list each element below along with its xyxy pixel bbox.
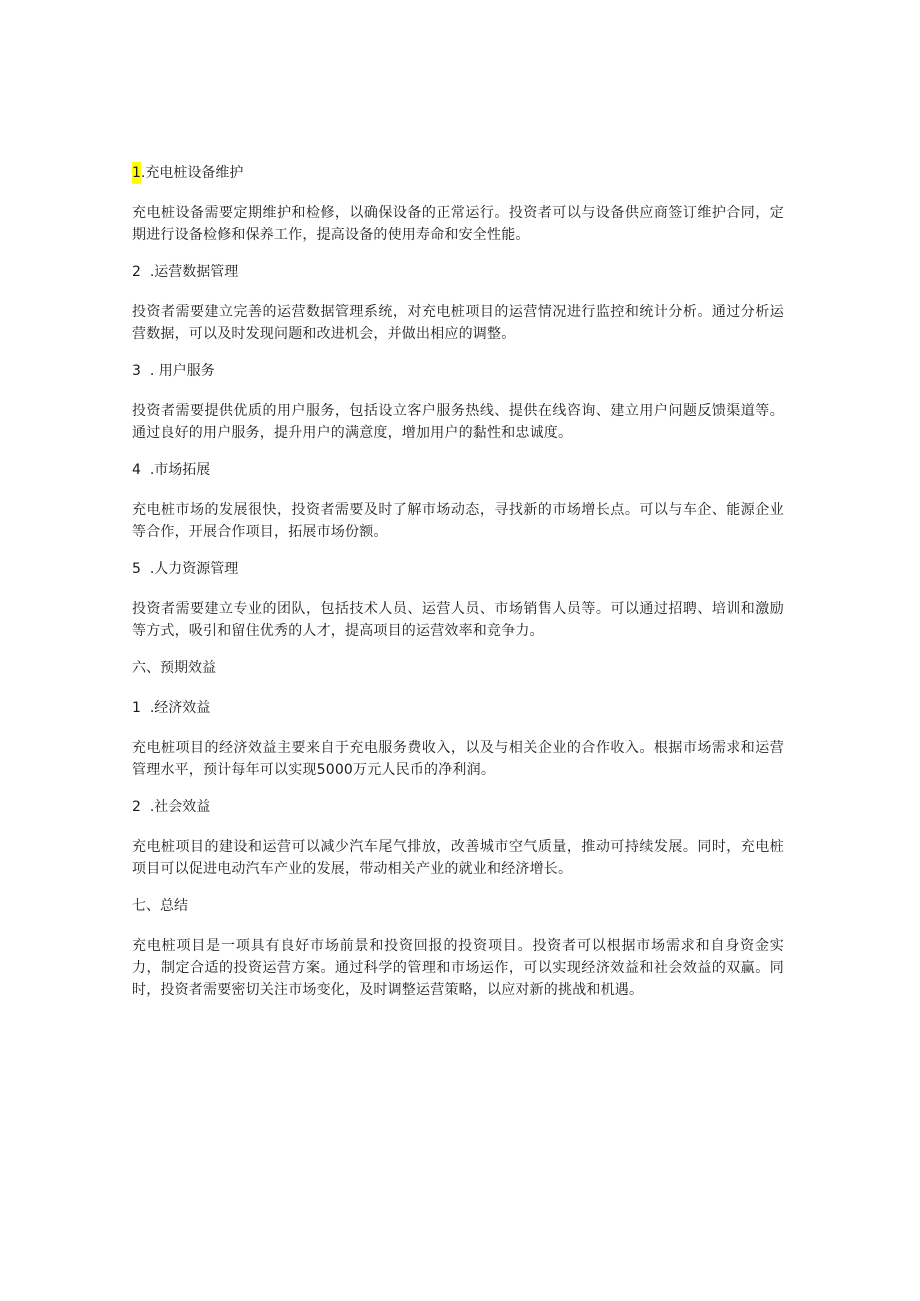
heading-economic-benefits [132,697,784,719]
heading-title: 经济效益 [154,700,211,716]
heading-number: 5 [132,561,141,577]
heading-number: 4 [132,462,141,478]
heading-number-highlighted: 1 [132,162,141,184]
heading-data-management [132,261,784,283]
heading-separator: . [140,799,155,815]
paragraph-hr-management: 投资者需要建立专业的团队，包括技术人员、运营人员、市场销售人员等。可以通过招聘、培训和激励等方式，吸引和留住优秀的人才，提高项目的运营效率和竞争力。 [132,601,784,639]
heading-separator: . [140,363,159,379]
heading-title: 社会效益 [154,799,211,815]
paragraph-summary: 充电桩项目是一项具有良好市场前景和投资回报的投资项目。投资者可以根据市场需求和自身资金实力，制定合适的投资运营方案。通过科学的管理和市场运作，可以实现经济效益和社会效益的双赢。同时，投资者需要密切关注市场变化，及时调整运营策略，以应对新的挑战和机遇。 [132,938,784,998]
heading-separator: . [140,561,155,577]
heading-summary: 七、总结 [132,898,188,914]
paragraph-social-benefits: 充电桩项目的建设和运营可以减少汽车尾气排放，改善城市空气质量，推动可持续发展。同时，充电桩项目可以促进电动汽车产业的发展，带动相关产业的就业和经济增长。 [132,839,784,877]
heading-title: 用户服务 [158,363,215,379]
heading-number: 2 [132,799,141,815]
heading-social-benefits [132,796,784,818]
heading-number: 1 [132,700,141,716]
heading-hr-management [132,558,784,580]
heading-equipment-maintenance [132,162,784,184]
heading-separator: . [140,462,155,478]
heading-expected-benefits: 六、预期效益 [132,660,216,676]
heading-title: 充电桩设备维护 [145,165,244,181]
heading-number: 2 [132,264,141,280]
heading-separator: . [140,700,155,716]
heading-title: 运营数据管理 [154,264,239,280]
heading-separator: . [140,165,146,181]
paragraph-economic-benefits: 充电桩项目的经济效益主要来自于充电服务费收入，以及与相关企业的合作收入。根据市场需求和运营管理水平，预计每年可以实现5000万元人民币的净利润。 [132,740,784,778]
document-body [132,162,784,1001]
heading-title: 市场拓展 [154,462,211,478]
heading-separator: . [140,264,155,280]
heading-title: 人力资源管理 [154,561,239,577]
paragraph-data-management: 投资者需要建立完善的运营数据管理系统，对充电桩项目的运营情况进行监控和统计分析。通过分析运营数据，可以及时发现问题和改进机会，并做出相应的调整。 [132,304,784,342]
heading-user-service [132,360,784,382]
paragraph-equipment-maintenance: 充电桩设备需要定期维护和检修，以确保设备的正常运行。投资者可以与设备供应商签订维护合同，定期进行设备检修和保养工作，提高设备的使用寿命和安全性能。 [132,205,784,243]
heading-number: 3 [132,363,141,379]
paragraph-user-service: 投资者需要提供优质的用户服务，包括设立客户服务热线、提供在线咨询、建立用户问题反馈渠道等。通过良好的用户服务，提升用户的满意度，增加用户的黏性和忠诚度。 [132,403,784,441]
paragraph-market-expansion: 充电桩市场的发展很快，投资者需要及时了解市场动态，寻找新的市场增长点。可以与车企、能源企业等合作，开展合作项目，拓展市场份额。 [132,502,784,540]
heading-market-expansion [132,459,784,481]
